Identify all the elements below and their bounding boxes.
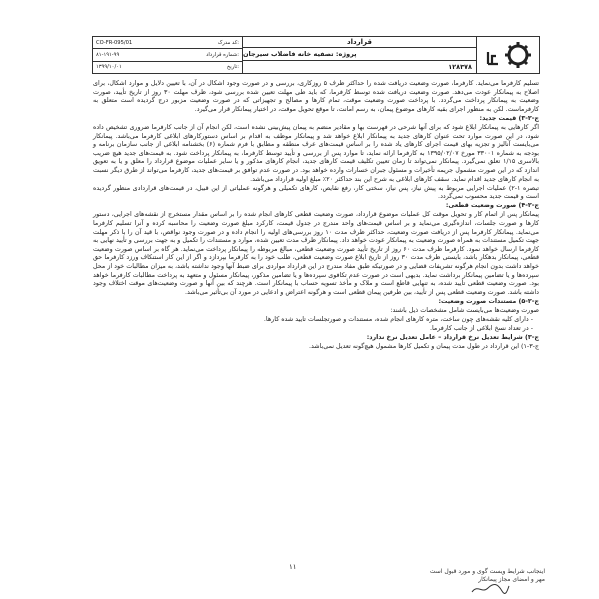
contract-code-label: کد مدرک: (217, 39, 239, 46)
contract-code: CO-FR-095/01 (96, 39, 133, 46)
section-heading: ج-۲-۳) قیمت جدید: (479, 114, 539, 122)
project-row (243, 48, 476, 61)
paragraph: پیمانکار پس از اتمام کار و تحویل موقت کل عملیات موضوع قرارداد، صورت وضعیت قطعی کارهای انجام شده را بر اساس مقدار مستخرج از نقشه‌های اجرایی، دستور کارها و صورت جلسات، اندازه‌گیری می‌نماید و بر اساس قیمت‌های واحد مندرج در جدول قیمت، کارکرد مبلغ صورت وضعیت را محاسبه کرده و آنرا تسلیم کارفرما می‌نماید. پیمانکار کارفرما پس از دریافت صورت وضعیت، حداکثر ظرف مدت ۱۰ روز بررسی‌های اولیه را انجام داده و در صورت وجود نواقص، با قید آن را با ذکر مهلت جهت تکمیل مستندات به همراه صورت وضعیت به پیمانکار عودت خواهد داد. پیمانکار ظرف مدت تعیین شده، موارد و مستندات را تکمیل و به جهت بررسی و تأیید نهایی به کارفرما ارسال خواهد نمود. کارفرما ظرف مدت ۶۰ روز از تاریخ تأیید صورت وضعیت قطعی، مبالغ مربوطه را پیمانکار پرداخت می‌نماید. هر گاه بر اساس صورت وضعیت قطعی، پیمانکار بدهکار باشد، بایستی ظرف مدت ۳۰ روز از تاریخ ابلاغ صورت وضعیت قطعی، طلب خود را به کارفرما بپردازد و اگر از این کار استنکاف ورزد کارفرما حق خواهد داشت بدون انجام هرگونه تشریفات قضایی و در صورتیکه طبق مفاد مندرج در این قرارداد مواردی برای ضبط آنها وجود نداشته باشد، به میزان مطالبات خود از محل سپرده‌ها و یا تضامین پیمانکار برداشت نماید. بدیهی است در صورت عدم تکافوی سپرده‌ها و یا تضامین مذکور، پیمانکار مسئول و متعهد به پرداخت مطالبات کارفرما خواهد بود. صورت وضعیت قطعی تأیید شده، به تنهایی قاطع است و ملاک و مأخذ تسویه حساب با پیمانکار است. هرچند که بین آنها و صورت وضعیت‌های موقت اختلاف وجود داشته باشد. صورت وضعیت قطعی پس از تأیید، بین طرفین پیمان قطعی است و هرگونه اعتراض و ادعایی در مورد آن بی‌تأثیر می‌باشد. (93, 211, 540, 296)
gear-logo-icon (482, 40, 534, 70)
project-label: پروژه: (335, 50, 357, 58)
list-item: - دارای کلیه نقشه‌های چون ساخت، متره کارهای انجام شده، مستندات و صورتجلسات تایید شده کارها. (263, 316, 533, 324)
document-header (92, 36, 540, 74)
section-heading: ج-۲-۵) مستندات صورت وضعیت: (438, 297, 539, 305)
date-label: تاریخ: (226, 64, 239, 71)
footer-acceptance-text: اینجانب شرایط ویست گوی و مورد قبول است (429, 568, 545, 575)
header-title-block (243, 37, 477, 73)
date-cell (93, 62, 242, 73)
contract-number-cell (93, 49, 242, 61)
contract-number-label: شماره قرارداد: (206, 51, 239, 58)
project-name: تصفیه خانه فاضلاب سیرجان (243, 50, 334, 58)
paragraph: تسلیم کارفرما می‌نماید. کارفرما، صورت وضعیت دریافت شده را حداکثر ظرف ۵ روزکاری، بررسی و در صورت وجود اشکال در آن، با تعیین دلایل و موارد اشکال، برای اصلاح به پیمانکار عودت می‌دهد. صورت وضعیت دریافت شده توسط کارفرما، که باید طی مهلت تعیین شده بررسی شود، ظرف مهلت ۳۰ روز از تاریخ تأیید، صورت وضعیت به پیمانکار پرداخت می‌گردد. با پرداخت صورت وضعیت موقت، تمام کارها و مصالح و تجهیزاتی که در صورت وضعیت مزبور درج گردیده است متعلق به کارفرماست. لکن به منظور اجرای بقیه کارهای موضوع پیمان، به رسم امانت، تا موقع تحویل موقت، در اختیار پیمانکار قرار می‌گیرد. (93, 80, 539, 113)
document-number: ۱۲۸۳۷۸ (448, 63, 472, 71)
contract-code-cell (93, 37, 242, 49)
paragraph: اگر کارهایی به پیمانکار ابلاغ شود که برای آنها شرحی در فهرست بها و مقادیر منضم به پیمان پیش‌بینی نشده است، لکن انجام آن از جانب کارفرما ضروری تشخیص داده شود، در این صورت موارد تحت عنوان کارهای جدید به پیمانکار ابلاغ خواهد شد و پیمانکار موظف به اقدام بر اساس دستورکارهای ابلاغی کارفرما می‌باشد. پیمانکار می‌بایست آنالیز و تجزیه بهای قیمت اجرای کارهای یاد شده را بر اساس قیمت‌های عرف منطقه و مطابق با فرم شماره (۶) بخشنامه ابلاغی از جانب سازمان برنامه و بودجه به شماره ۳۳۰۰۱ مورخ ۱۳۹۵/۰۲/۰۷ به کارفرما ارائه نماید، تا موارد پس از بررسی و تأیید توسط کارفرما، به پیمانکار پرداخت شود. به قیمت‌های جدید هیچ ضریب بالاسری ۱/۱۵ تعلق نمی‌گیرد. پیمانکار نمی‌تواند تا زمان تعیین تکلیف قیمت کارهای جدید، انجام کارهای مذکور و یا سایر عملیات موضوع قرارداد را معلق و یا به تعویق اندازد که در این صورت مشمول جریمه تأخیرات و مسئول جبران خسارات وارده خواهد بود. در صورت عدم توافق بر قیمت‌های جدید، کارفرما می‌تواند از طرق دیگر نسبت به انجام کارهای جدید اقدام نماید. سقف کارهای ابلاغی به شرح این بند حداکثر ۲۰٪ مبلغ اولیه قرارداد می‌باشد. (93, 123, 540, 183)
contract-date: ۱۳۹۹/۱۰/۰۱ (96, 64, 122, 71)
section-heading: ج-۳) شرایط تعدیل نرخ قرارداد – عامل تعدیل نرخ ندارد: (366, 334, 539, 342)
list-item: - در تعداد نسخ ابلاغی از جانب کارفرما. (429, 325, 533, 333)
company-logo (477, 37, 539, 73)
contract-body (93, 80, 539, 352)
paragraph: صورت وضعیت‌ها می‌بایست شامل مشخصات ذیل باشند: (390, 306, 539, 314)
handwritten-signature (470, 582, 510, 596)
paragraph: تبصره ۱-۲) عملیات اجرایی مربوط به پیش نیاز، پس نیاز، سختی کار، رفع نقایص، کارهای تکمیلی و هرگونه عملیاتی از این قبیل، در قیمت‌های قراردادی منظور گردیده است و قیمت جدید محسوب نمی‌گردد. (93, 184, 539, 201)
contract-number: ۸۱-۱۹۱-۹۹ (96, 51, 120, 58)
document-title: قرارداد (243, 37, 476, 48)
header-meta-block (93, 37, 243, 73)
page-number: ۱۱ (289, 563, 297, 571)
section-heading: ج-۲-۴) صورت وضعیت قطعی: (445, 202, 539, 210)
footer-signature-label: مهر و امضای مجاز پیمانکار (478, 576, 545, 583)
paragraph: ج-۳-۱) این قرارداد در طول مدت پیمان و تکمیل کارها مشمول هیچ‌گونه تعدیل نمی‌باشد. (308, 343, 539, 351)
signature-footer (355, 568, 545, 584)
